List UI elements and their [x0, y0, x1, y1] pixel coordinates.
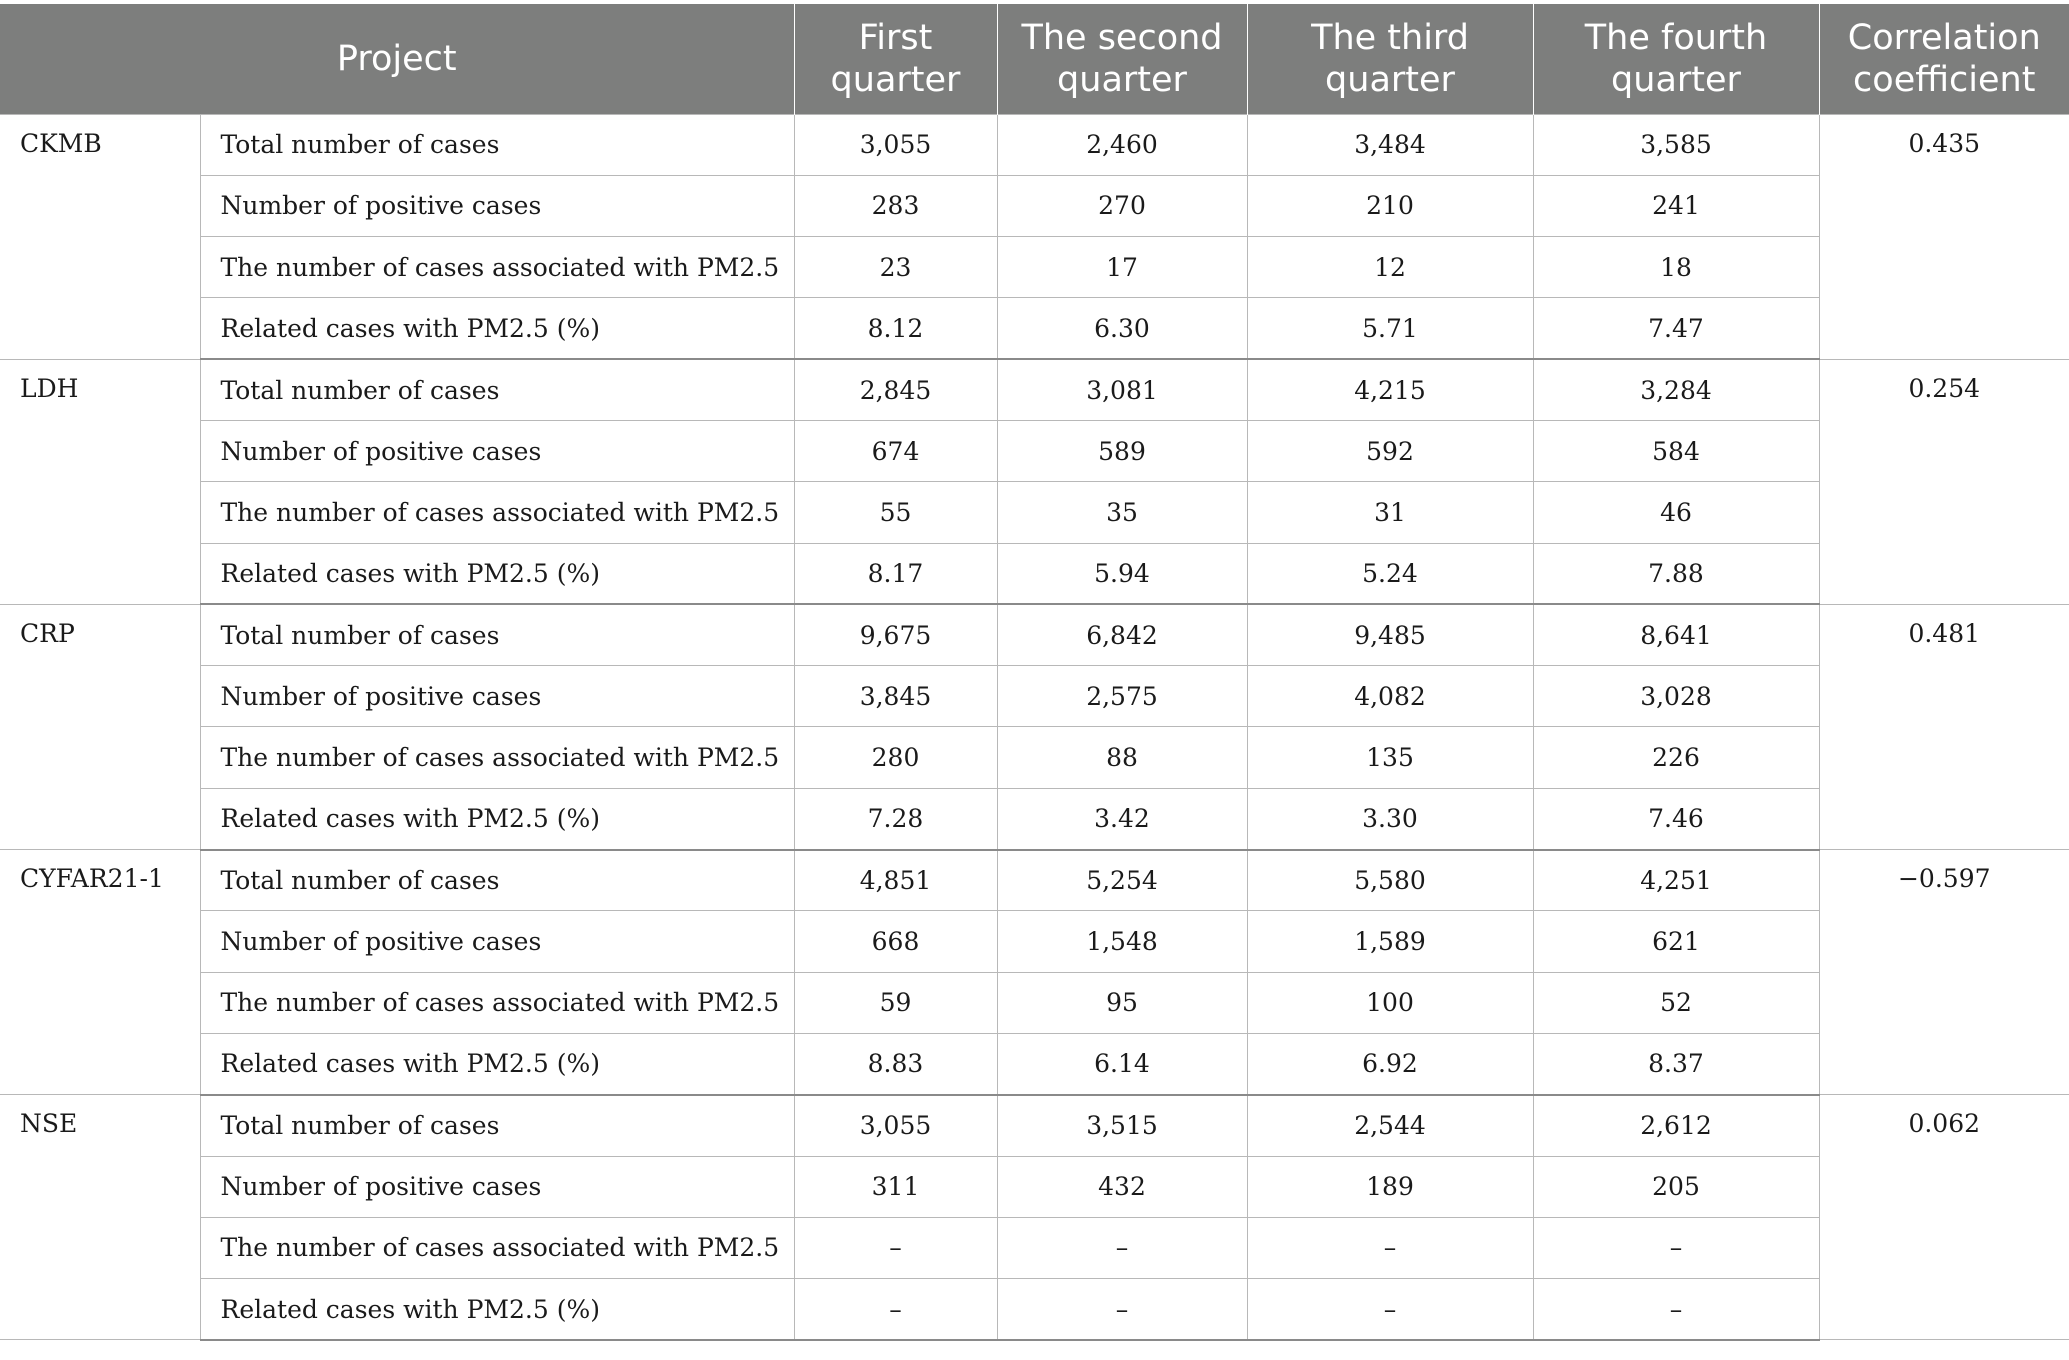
q4-value-cell: 8,641 — [1533, 604, 1819, 665]
q4-value-cell: 7.46 — [1533, 788, 1819, 849]
q4-value-cell: 18 — [1533, 237, 1819, 298]
q4-value-cell: – — [1533, 1217, 1819, 1278]
table-row — [0, 850, 2069, 911]
q1-value-cell: 8.12 — [794, 298, 997, 359]
q2-value-cell: 2,575 — [997, 666, 1247, 727]
metric-label-cell: Total number of cases — [200, 850, 794, 911]
header-q3: The third quarter — [1247, 4, 1533, 114]
header-q1: First quarter — [794, 4, 997, 114]
table-row — [0, 1217, 2069, 1278]
q4-value-cell: 46 — [1533, 482, 1819, 543]
table-row — [0, 298, 2069, 359]
q1-value-cell: 55 — [794, 482, 997, 543]
q3-value-cell: 5.71 — [1247, 298, 1533, 359]
metric-label-cell: The number of cases associated with PM2.5 — [200, 482, 794, 543]
metric-label-cell: Number of positive cases — [200, 420, 794, 481]
q3-value-cell: 2,544 — [1247, 1095, 1533, 1156]
header-correlation: Correlation coefficient — [1819, 4, 2069, 114]
q2-value-cell: 35 — [997, 482, 1247, 543]
table-row — [0, 114, 2069, 175]
q4-value-cell: 584 — [1533, 420, 1819, 481]
q1-value-cell: 59 — [794, 972, 997, 1033]
correlation-cell: 0.062 — [1819, 1095, 2069, 1340]
header-q2: The second quarter — [997, 4, 1247, 114]
data-table — [0, 4, 2069, 1341]
metric-label-cell: Number of positive cases — [200, 666, 794, 727]
table-row — [0, 727, 2069, 788]
header-project: Project — [0, 4, 794, 114]
q3-value-cell: 592 — [1247, 420, 1533, 481]
table-header — [0, 4, 2069, 114]
q3-value-cell: – — [1247, 1279, 1533, 1340]
q1-value-cell: 9,675 — [794, 604, 997, 665]
metric-label-cell: Total number of cases — [200, 604, 794, 665]
q2-value-cell: 88 — [997, 727, 1247, 788]
q3-value-cell: 5,580 — [1247, 850, 1533, 911]
q4-value-cell: 3,585 — [1533, 114, 1819, 175]
q1-value-cell: 4,851 — [794, 850, 997, 911]
q2-value-cell: 6.30 — [997, 298, 1247, 359]
q1-value-cell: – — [794, 1217, 997, 1278]
table-row — [0, 972, 2069, 1033]
q4-value-cell: 3,284 — [1533, 359, 1819, 420]
q3-value-cell: – — [1247, 1217, 1533, 1278]
table-row — [0, 666, 2069, 727]
q2-value-cell: 3.42 — [997, 788, 1247, 849]
q4-value-cell: 8.37 — [1533, 1033, 1819, 1094]
q2-value-cell: 589 — [997, 420, 1247, 481]
q2-value-cell: – — [997, 1217, 1247, 1278]
q2-value-cell: – — [997, 1279, 1247, 1340]
q1-value-cell: 3,055 — [794, 114, 997, 175]
q1-value-cell: 3,055 — [794, 1095, 997, 1156]
table-row — [0, 482, 2069, 543]
q4-value-cell: 205 — [1533, 1156, 1819, 1217]
q4-value-cell: 2,612 — [1533, 1095, 1819, 1156]
correlation-cell: 0.481 — [1819, 604, 2069, 849]
q2-value-cell: 3,081 — [997, 359, 1247, 420]
q2-value-cell: 6,842 — [997, 604, 1247, 665]
table-row — [0, 1033, 2069, 1094]
q3-value-cell: 6.92 — [1247, 1033, 1533, 1094]
q3-value-cell: 3.30 — [1247, 788, 1533, 849]
q3-value-cell: 5.24 — [1247, 543, 1533, 604]
q3-value-cell: 210 — [1247, 175, 1533, 236]
table-row — [0, 1156, 2069, 1217]
q2-value-cell: 432 — [997, 1156, 1247, 1217]
q3-value-cell: 4,215 — [1247, 359, 1533, 420]
q3-value-cell: 1,589 — [1247, 911, 1533, 972]
header-q4: The fourth quarter — [1533, 4, 1819, 114]
q3-value-cell: 100 — [1247, 972, 1533, 1033]
q3-value-cell: 12 — [1247, 237, 1533, 298]
q4-value-cell: 4,251 — [1533, 850, 1819, 911]
project-name-cell: CYFAR21-1 — [0, 850, 200, 1095]
q4-value-cell: – — [1533, 1279, 1819, 1340]
q4-value-cell: 52 — [1533, 972, 1819, 1033]
correlation-cell: 0.435 — [1819, 114, 2069, 359]
q3-value-cell: 189 — [1247, 1156, 1533, 1217]
q3-value-cell: 4,082 — [1247, 666, 1533, 727]
q2-value-cell: 270 — [997, 175, 1247, 236]
metric-label-cell: Number of positive cases — [200, 175, 794, 236]
q1-value-cell: 668 — [794, 911, 997, 972]
table-row — [0, 543, 2069, 604]
q1-value-cell: – — [794, 1279, 997, 1340]
q3-value-cell: 135 — [1247, 727, 1533, 788]
q2-value-cell: 17 — [997, 237, 1247, 298]
q1-value-cell: 311 — [794, 1156, 997, 1217]
correlation-cell: 0.254 — [1819, 359, 2069, 604]
q2-value-cell: 5,254 — [997, 850, 1247, 911]
q3-value-cell: 3,484 — [1247, 114, 1533, 175]
metric-label-cell: Total number of cases — [200, 114, 794, 175]
q1-value-cell: 23 — [794, 237, 997, 298]
table-row — [0, 1279, 2069, 1340]
table-row — [0, 1095, 2069, 1156]
q1-value-cell: 674 — [794, 420, 997, 481]
q2-value-cell: 95 — [997, 972, 1247, 1033]
metric-label-cell: Related cases with PM2.5 (%) — [200, 1279, 794, 1340]
project-name-cell: CRP — [0, 604, 200, 849]
q4-value-cell: 621 — [1533, 911, 1819, 972]
table-row — [0, 911, 2069, 972]
q4-value-cell: 7.88 — [1533, 543, 1819, 604]
q2-value-cell: 3,515 — [997, 1095, 1247, 1156]
header-row — [0, 4, 2069, 114]
table-body — [0, 114, 2069, 1340]
metric-label-cell: The number of cases associated with PM2.5 — [200, 237, 794, 298]
q2-value-cell: 1,548 — [997, 911, 1247, 972]
metric-label-cell: Related cases with PM2.5 (%) — [200, 1033, 794, 1094]
q3-value-cell: 9,485 — [1247, 604, 1533, 665]
q1-value-cell: 3,845 — [794, 666, 997, 727]
q4-value-cell: 241 — [1533, 175, 1819, 236]
metric-label-cell: Related cases with PM2.5 (%) — [200, 298, 794, 359]
table-row — [0, 420, 2069, 481]
q1-value-cell: 7.28 — [794, 788, 997, 849]
q4-value-cell: 226 — [1533, 727, 1819, 788]
q3-value-cell: 31 — [1247, 482, 1533, 543]
q2-value-cell: 6.14 — [997, 1033, 1247, 1094]
q1-value-cell: 283 — [794, 175, 997, 236]
metric-label-cell: Number of positive cases — [200, 1156, 794, 1217]
q2-value-cell: 5.94 — [997, 543, 1247, 604]
q4-value-cell: 3,028 — [1533, 666, 1819, 727]
project-name-cell: NSE — [0, 1095, 200, 1340]
q1-value-cell: 8.83 — [794, 1033, 997, 1094]
metric-label-cell: The number of cases associated with PM2.5 — [200, 1217, 794, 1278]
table-row — [0, 604, 2069, 665]
metric-label-cell: The number of cases associated with PM2.5 — [200, 727, 794, 788]
q1-value-cell: 280 — [794, 727, 997, 788]
table-row — [0, 788, 2069, 849]
metric-label-cell: Related cases with PM2.5 (%) — [200, 788, 794, 849]
metric-label-cell: Total number of cases — [200, 359, 794, 420]
q4-value-cell: 7.47 — [1533, 298, 1819, 359]
metric-label-cell: The number of cases associated with PM2.5 — [200, 972, 794, 1033]
q1-value-cell: 2,845 — [794, 359, 997, 420]
project-name-cell: LDH — [0, 359, 200, 604]
project-name-cell: CKMB — [0, 114, 200, 359]
metric-label-cell: Number of positive cases — [200, 911, 794, 972]
q2-value-cell: 2,460 — [997, 114, 1247, 175]
metric-label-cell: Related cases with PM2.5 (%) — [200, 543, 794, 604]
table-row — [0, 175, 2069, 236]
correlation-cell: −0.597 — [1819, 850, 2069, 1095]
metric-label-cell: Total number of cases — [200, 1095, 794, 1156]
q1-value-cell: 8.17 — [794, 543, 997, 604]
table-row — [0, 359, 2069, 420]
table-row — [0, 237, 2069, 298]
